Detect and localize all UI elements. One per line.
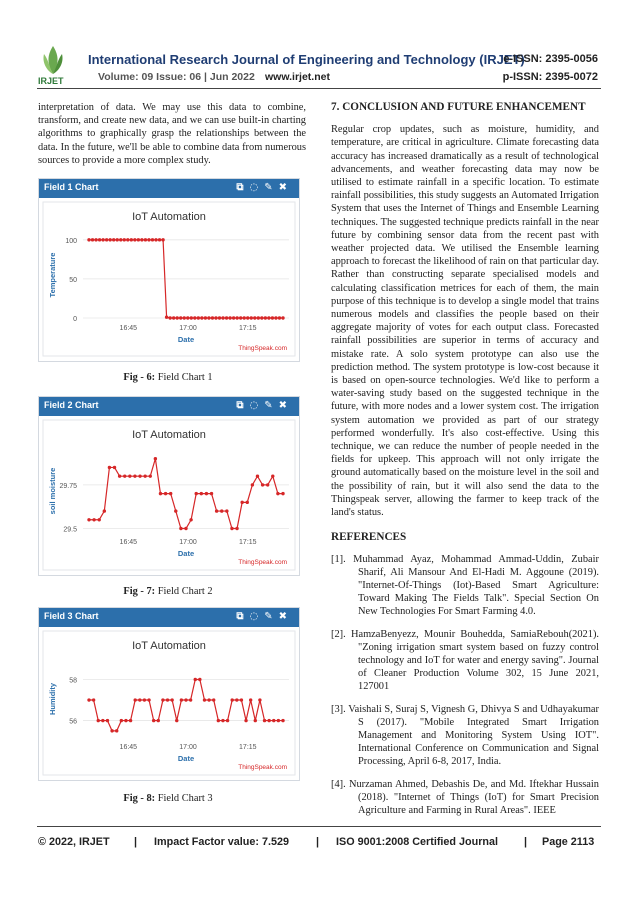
footer-separator: | bbox=[524, 836, 528, 848]
field-3-chart bbox=[39, 627, 299, 779]
data-point bbox=[97, 719, 100, 722]
x-tick-label: 17:15 bbox=[239, 744, 257, 751]
x-tick-label: 17:00 bbox=[179, 325, 197, 332]
external-link-icon[interactable]: ⧉ bbox=[236, 400, 250, 411]
caption-label: Fig - 7: bbox=[123, 586, 156, 597]
conclusion-paragraph: Regular crop updates, such as moisture, humidity, and temperature, are critical in agriculture. Climate forecasting data accuracy has increased dramatically as a result of technological advancements, and weather forecasting data may now be utilised to estimate rainfall in a specific location. To estimate rainfall possibilities, this study suggests an Automated Irrigation System that uses the Internet of Things and Ensemble Learning techniques. The suggested technique predicts rainfall in the near future by combining sensor data from the recent past with weather projected data. We utilised the Ensemble learning approach to forecast the likelihood of rain on that particular day. Rather than constructing separate specialised models and calculating classification metrices for each of them, the main purpose of this technique is to develop a single model that trains numerous models and classifies the people based on their aggregate majority of votes for each output class. Forecasted rainfall possibilities are superior in terms of accuracy and mistake rate. A solo system prototype can also use the prediction method. The system prototype is low-cost because it is based on open-source technologies. We'd like to perform a water-saving study based on the suggested technique in the future, with more nodes and a lower system cost. The irrigation system automation we provided as part of our strategy performed wonderfully. It's also cost-effective. Using this technique, we can reduce the number of people needed in the fields for upkeep. This approach will not only irrigate the ground automatically based on the moisture level in the soil and the possibility of rain, but it will also send the data to the Thingspeak server, allowing the farmer to keep track of the land's status. bbox=[331, 124, 599, 519]
panel-icons bbox=[236, 400, 293, 411]
intro-paragraph: interpretation of data. We may use this data to combine, transform, and create new data, and we can use built-in charting algorithms to graphically grasp the relationships between the data. In the future, we'll be able to combine data from numerous sources to provide a more complex study. bbox=[38, 102, 306, 166]
panel-header bbox=[39, 397, 299, 416]
data-point bbox=[274, 316, 277, 319]
y-tick-label: 100 bbox=[65, 237, 77, 245]
data-point bbox=[169, 492, 172, 495]
right-column bbox=[331, 101, 599, 826]
data-point bbox=[126, 238, 129, 241]
data-point bbox=[115, 729, 118, 732]
section-title: 7. CONCLUSION AND FUTURE ENHANCEMENT bbox=[331, 101, 586, 113]
y-tick-label: 56 bbox=[69, 718, 77, 726]
figure-6-caption bbox=[38, 372, 298, 383]
left-column bbox=[38, 101, 306, 167]
x-tick-label: 17:00 bbox=[179, 539, 197, 546]
y-axis-label: soil moisture bbox=[48, 467, 57, 515]
data-point bbox=[172, 316, 175, 319]
y-tick-label: 29.75 bbox=[59, 482, 77, 490]
data-point bbox=[235, 527, 238, 530]
data-point bbox=[276, 492, 279, 495]
data-point bbox=[170, 698, 173, 701]
data-point bbox=[203, 698, 206, 701]
data-point bbox=[147, 238, 150, 241]
data-point bbox=[92, 518, 95, 521]
panel-title: Field 2 Chart bbox=[44, 400, 99, 410]
pencil-icon[interactable]: ✎ bbox=[264, 400, 279, 411]
reference-item: [1]. Muhammad Ayaz, Mohammad Ammad-Uddin, Zubair Sharif, Ali Mansour And El-Hadi M. Aggoune (2019). "Internet-Of-Things (Iot)-Based Smart Agriculture: Toward Making The Fields Talk". Special Section On New Technologies For Smart Farming 4.0. bbox=[331, 553, 599, 618]
data-point bbox=[271, 474, 274, 477]
data-point bbox=[123, 474, 126, 477]
reference-item: [4]. Nurzaman Ahmed, Debashis De, and Md. Iftekhar Hussain (2018). "Internet of Things (IoT) for Smart Precision Agriculture and Farming in Rural Areas". IEEE bbox=[331, 778, 599, 816]
data-point bbox=[278, 316, 281, 319]
data-point bbox=[261, 483, 264, 486]
x-tick-label: 17:15 bbox=[239, 539, 257, 546]
x-axis-label: Date bbox=[177, 335, 195, 344]
data-point bbox=[105, 238, 108, 241]
pencil-icon[interactable]: ✎ bbox=[264, 182, 279, 193]
footer-separator: | bbox=[134, 836, 138, 848]
data-point bbox=[94, 238, 97, 241]
page-header bbox=[0, 0, 638, 96]
data-point bbox=[157, 719, 160, 722]
data-point bbox=[152, 719, 155, 722]
chart-frame bbox=[43, 420, 295, 570]
data-point bbox=[281, 719, 284, 722]
data-point bbox=[175, 719, 178, 722]
caption-text: Field Chart 2 bbox=[155, 586, 213, 597]
data-point bbox=[101, 719, 104, 722]
panel-header bbox=[39, 179, 299, 198]
data-point bbox=[147, 698, 150, 701]
data-point bbox=[124, 719, 127, 722]
data-point bbox=[230, 698, 233, 701]
footer-impact-factor: Impact Factor value: 7.529 bbox=[154, 836, 290, 848]
data-point bbox=[154, 457, 157, 460]
data-point bbox=[257, 316, 260, 319]
chart-title: IoT Automation bbox=[132, 429, 206, 441]
footer-separator: | bbox=[316, 836, 320, 848]
data-point bbox=[263, 719, 266, 722]
data-point bbox=[92, 698, 95, 701]
data-point bbox=[184, 527, 187, 530]
pissn: p-ISSN: 2395-0072 bbox=[502, 71, 598, 83]
caption-text: Field Chart 1 bbox=[155, 372, 213, 383]
data-point bbox=[186, 316, 189, 319]
reference-item: [2]. HamzaBenyezz, Mounir Bouhedda, SamiaRebouh(2021). "Zoning irrigation smart system based on fuzzy control technology and IoT for water and energy saving". Journal of Cleaner Production Volume 302, 15 June 2021, 127001 bbox=[331, 628, 599, 693]
data-point bbox=[119, 238, 122, 241]
data-point bbox=[103, 509, 106, 512]
y-tick-label: 29.5 bbox=[63, 526, 77, 534]
data-point bbox=[217, 719, 220, 722]
comment-icon[interactable]: ◌ bbox=[249, 182, 265, 193]
data-point bbox=[253, 316, 256, 319]
x-tick-label: 16:45 bbox=[119, 744, 138, 751]
panel-icons bbox=[236, 611, 293, 622]
eissn: e-ISSN: 2395-0056 bbox=[503, 53, 598, 65]
data-point bbox=[98, 238, 101, 241]
data-point bbox=[235, 698, 238, 701]
data-point bbox=[267, 316, 270, 319]
data-point bbox=[215, 509, 218, 512]
data-point bbox=[151, 238, 154, 241]
data-point bbox=[166, 698, 169, 701]
y-tick-label: 0 bbox=[73, 316, 77, 323]
data-point bbox=[190, 316, 193, 319]
close-icon[interactable]: ✖ bbox=[278, 611, 293, 622]
x-tick-label: 16:45 bbox=[119, 325, 138, 332]
panel-title: Field 1 Chart bbox=[44, 182, 99, 192]
x-axis-label: Date bbox=[177, 549, 195, 558]
references-title: REFERENCES bbox=[331, 531, 407, 544]
data-point bbox=[218, 316, 221, 319]
data-point bbox=[87, 698, 90, 701]
data-point bbox=[243, 316, 246, 319]
data-point bbox=[143, 474, 146, 477]
data-point bbox=[246, 316, 249, 319]
data-point bbox=[106, 719, 109, 722]
footer-copyright: © 2022, IRJET bbox=[38, 836, 110, 848]
data-point bbox=[228, 316, 231, 319]
data-point bbox=[239, 316, 242, 319]
data-point bbox=[159, 492, 162, 495]
data-point bbox=[87, 238, 90, 241]
data-point bbox=[98, 518, 101, 521]
external-link-icon[interactable]: ⧉ bbox=[236, 182, 250, 193]
y-tick-label: 50 bbox=[69, 276, 77, 284]
y-axis-label: Temperature bbox=[48, 252, 57, 298]
y-axis-label: Humidity bbox=[48, 682, 57, 716]
data-point bbox=[158, 238, 161, 241]
data-point bbox=[179, 316, 182, 319]
thingspeak-watermark: ThingSpeak.com bbox=[238, 764, 287, 771]
data-point bbox=[101, 238, 104, 241]
data-point bbox=[108, 466, 111, 469]
data-point bbox=[143, 698, 146, 701]
data-point bbox=[225, 509, 228, 512]
data-point bbox=[207, 698, 210, 701]
caption-text: Field Chart 3 bbox=[155, 793, 213, 804]
data-point bbox=[246, 501, 249, 504]
data-point bbox=[220, 509, 223, 512]
data-point bbox=[244, 719, 247, 722]
figure-8-caption bbox=[38, 793, 298, 804]
field-3-chart-panel bbox=[38, 607, 300, 781]
data-point bbox=[174, 509, 177, 512]
data-point bbox=[195, 492, 198, 495]
data-point bbox=[179, 527, 182, 530]
data-point bbox=[128, 474, 131, 477]
data-point bbox=[212, 698, 215, 701]
comment-icon[interactable]: ◌ bbox=[249, 611, 265, 622]
data-point bbox=[198, 678, 201, 681]
data-point bbox=[266, 483, 269, 486]
data-point bbox=[258, 698, 261, 701]
data-point bbox=[214, 316, 217, 319]
data-point bbox=[235, 316, 238, 319]
data-point bbox=[161, 698, 164, 701]
data-point bbox=[264, 316, 267, 319]
data-point bbox=[281, 492, 284, 495]
data-point bbox=[221, 316, 224, 319]
data-point bbox=[197, 316, 200, 319]
data-point bbox=[249, 698, 252, 701]
panel-header bbox=[39, 608, 299, 627]
data-point bbox=[189, 518, 192, 521]
data-point bbox=[184, 698, 187, 701]
field-1-chart-panel bbox=[38, 178, 300, 362]
data-point bbox=[165, 316, 168, 319]
data-point bbox=[225, 316, 228, 319]
reference-item: [3]. Vaishali S, Suraj S, Vignesh G, Dhivya S and Udhayakumar S (2017). "Mobile Integrated Smart Irrigation Management and Monitoring System Using IOT". International Conference on Communication and Signal Processing, April 6-8, 2017, India. bbox=[331, 703, 599, 768]
data-point bbox=[116, 238, 119, 241]
panel-title: Field 3 Chart bbox=[44, 611, 99, 621]
figure-7-caption bbox=[38, 586, 298, 597]
caption-label: Fig - 6: bbox=[123, 372, 156, 383]
footer-page-number: Page 2113 bbox=[542, 836, 595, 848]
x-tick-label: 17:15 bbox=[239, 325, 257, 332]
data-point bbox=[183, 316, 186, 319]
data-point bbox=[87, 518, 90, 521]
data-point bbox=[138, 474, 141, 477]
footer-iso: ISO 9001:2008 Certified Journal bbox=[336, 836, 499, 848]
footer-rule bbox=[37, 826, 601, 827]
data-point bbox=[194, 678, 197, 681]
data-point bbox=[129, 719, 132, 722]
x-axis-label: Date bbox=[177, 754, 195, 763]
data-point bbox=[123, 238, 126, 241]
journal-title: International Research Journal of Engineering and Technology (IRJET) bbox=[88, 52, 525, 67]
volume-issue: Volume: 09 Issue: 06 | Jun 2022 bbox=[98, 71, 255, 83]
logo-text: IRJET bbox=[38, 76, 64, 86]
data-point bbox=[108, 238, 111, 241]
data-point bbox=[110, 729, 113, 732]
pencil-icon[interactable]: ✎ bbox=[264, 611, 279, 622]
data-point bbox=[91, 238, 94, 241]
field-2-chart bbox=[39, 416, 299, 574]
data-point bbox=[281, 316, 284, 319]
data-point bbox=[271, 316, 274, 319]
data-point bbox=[226, 719, 229, 722]
data-point bbox=[277, 719, 280, 722]
x-tick-label: 16:45 bbox=[119, 539, 138, 546]
data-point bbox=[260, 316, 263, 319]
data-point bbox=[175, 316, 178, 319]
header-rule bbox=[37, 88, 601, 89]
data-point bbox=[254, 719, 257, 722]
chart-title: IoT Automation bbox=[132, 640, 206, 652]
data-point bbox=[112, 238, 115, 241]
data-point bbox=[205, 492, 208, 495]
caption-label: Fig - 8: bbox=[123, 793, 156, 804]
data-point bbox=[138, 698, 141, 701]
data-point bbox=[154, 238, 157, 241]
data-point bbox=[204, 316, 207, 319]
close-icon[interactable]: ✖ bbox=[278, 182, 293, 193]
x-tick-label: 17:00 bbox=[179, 744, 197, 751]
thingspeak-watermark: ThingSpeak.com bbox=[238, 345, 287, 352]
data-point bbox=[193, 316, 196, 319]
data-point bbox=[240, 698, 243, 701]
data-point bbox=[267, 719, 270, 722]
field-1-chart bbox=[39, 198, 299, 360]
data-point bbox=[133, 474, 136, 477]
panel-icons bbox=[236, 182, 293, 193]
data-point bbox=[144, 238, 147, 241]
data-point bbox=[161, 238, 164, 241]
data-point bbox=[180, 698, 183, 701]
data-point bbox=[133, 238, 136, 241]
data-point bbox=[137, 238, 140, 241]
journal-website-link[interactable]: www.irjet.net bbox=[265, 71, 330, 83]
data-point bbox=[207, 316, 210, 319]
data-point bbox=[118, 474, 121, 477]
data-point bbox=[189, 698, 192, 701]
data-point bbox=[256, 474, 259, 477]
close-icon[interactable]: ✖ bbox=[278, 400, 293, 411]
data-point bbox=[140, 238, 143, 241]
data-point bbox=[250, 316, 253, 319]
data-point bbox=[251, 483, 254, 486]
data-point bbox=[221, 719, 224, 722]
data-point bbox=[164, 492, 167, 495]
irjet-logo-icon bbox=[38, 44, 68, 80]
data-point bbox=[133, 698, 136, 701]
data-point bbox=[113, 466, 116, 469]
chart-title: IoT Automation bbox=[132, 211, 206, 223]
data-point bbox=[130, 238, 133, 241]
data-point bbox=[272, 719, 275, 722]
data-point bbox=[168, 316, 171, 319]
data-point bbox=[200, 316, 203, 319]
data-point bbox=[232, 316, 235, 319]
data-point bbox=[200, 492, 203, 495]
data-point bbox=[240, 501, 243, 504]
external-link-icon[interactable]: ⧉ bbox=[236, 611, 250, 622]
data-point bbox=[230, 527, 233, 530]
data-point bbox=[120, 719, 123, 722]
data-point bbox=[210, 492, 213, 495]
comment-icon[interactable]: ◌ bbox=[249, 400, 265, 411]
data-point bbox=[149, 474, 152, 477]
field-2-chart-panel bbox=[38, 396, 300, 576]
y-tick-label: 58 bbox=[69, 677, 77, 685]
data-point bbox=[211, 316, 214, 319]
chart-frame bbox=[43, 631, 295, 775]
thingspeak-watermark: ThingSpeak.com bbox=[238, 559, 287, 566]
